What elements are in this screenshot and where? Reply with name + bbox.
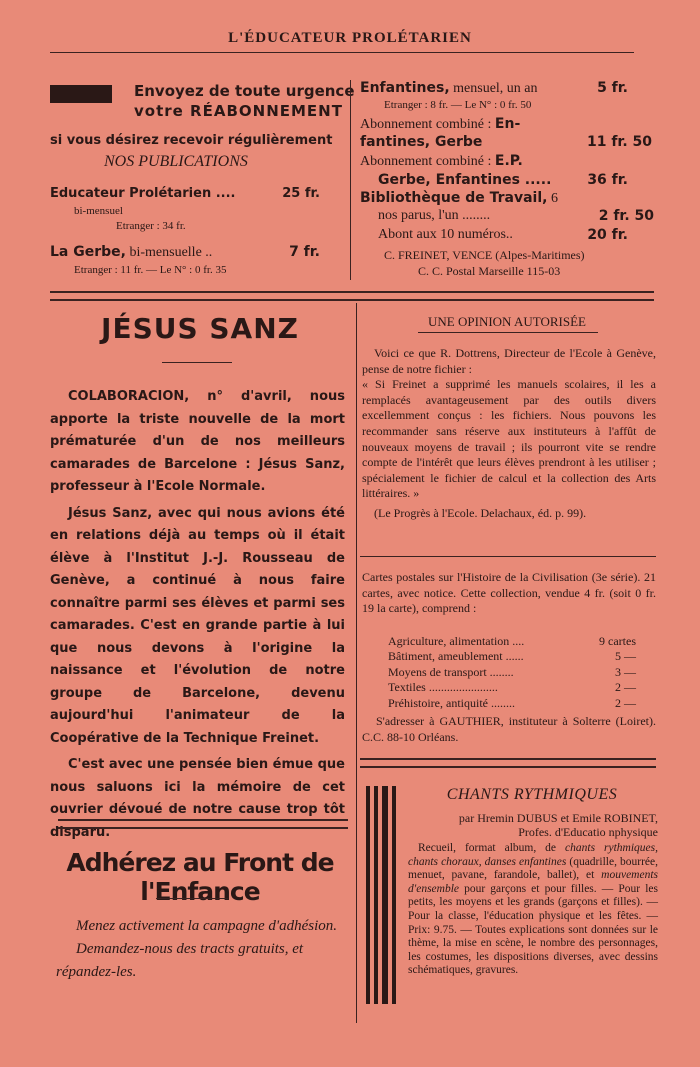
postcards-contact: S'adresser à GAUTHIER, instituteur à Solterre (Loiret). C.C. 88-10 Orléans. [362,714,656,744]
price-value: 5 fr. [597,80,628,96]
chants-authors-line: Profes. d'Educatio nphysique [518,825,658,839]
section-rule [360,556,656,557]
price-value: 20 fr. [587,227,628,243]
combined-subscription-1-price [360,134,652,150]
chants-body: Recueil, format album, de chants rythmiques, chants choraux, danses enfantines (quadrille, bourrée, menuet, pavane, farandole, ballet), et mouvements d'ensemble pour garçons et pour filles. — Pour les petits, les moyens et les grands (garçons et filles). — Pour la classe, l'éducation physique et les fêtes. — Prix: 9.75. — Toutes explications sont données sur le thème, la mise en scène, le nombre des personnages, les costumes, les dispositions diverses, avec dessins schématiques, gravures. [408,842,658,977]
price-label: La Gerbe, bi-mensuelle .. [50,244,213,260]
price-gerbe [50,244,320,261]
postcards-table [388,634,636,711]
chants-title: CHANTS RYTHMIQUES [446,786,618,803]
vertical-bars-ornament [366,786,398,1004]
front-paragraph: Demandez-nous des tracts gratuits, et répandez-les. [56,941,304,980]
obituary-title: JÉSUS SANZ [101,312,299,345]
renewal-desc: si vous désirez recevoir régulièrement [50,133,333,148]
opinion-quote: « Si Freinet a supprimé les manuels scolaires, il les a remplacés avantageusement par des outils divers excellemment conçus : les fichiers. Nous pouvons les recommander sans réserve aux instituteurs à l'affût de nouveaux moyens de travail ; ils pourront vite se rendre compte de l'intérêt que leurs élèves prendront à les utiliser ; spécialement le fichier de calcul et la collection des Arts littéraires. » [362,377,656,501]
publications-heading: NOS PUBLICATIONS [104,153,248,170]
front-enfance-title: Adhérez au Front de l'Enfance [66,848,334,906]
obituary-paragraph: COLABORACION, n° d'avril, nous apporte la triste nouvelle de la mort prématurée d'un de nos meilleurs camarades de Barcelone : Jésus Sanz, professeur à l'Ecole Normale. [50,389,345,494]
opinion-heading-underline [418,332,598,333]
front-paragraph: Menez activement la campagne d'adhésion. [76,918,338,934]
price-value: 7 fr. [289,244,320,260]
library-heading: Bibliothèque de Travail, 6 [360,190,558,206]
postcards-row: Préhistoire, antiquité ........ 2 — [388,695,636,710]
chants-authors [408,811,658,839]
postcards-row: Textiles ....................... 2 — [388,680,636,695]
opinion-intro: Voici ce que R. Dottrens, Directeur de l'Ecole à Genève, pense de notre fichier : [362,346,656,376]
price-label: Enfantines, mensuel, un an [360,80,538,96]
price-label: Educateur Prolétarien .... [50,186,236,201]
price-label: Gerbe, Enfantines ..... [378,172,552,188]
title-underline [156,898,228,899]
front-call-to-action [56,915,348,984]
black-bar-icon [50,85,112,103]
opinion-source: (Le Progrès à l'Ecole. Delachaux, éd. p. 99). [374,505,587,520]
library-issue-price [378,208,654,224]
price-enfantines [360,80,628,97]
opinion-body [362,346,656,522]
price-value: 2 fr. 50 [598,208,654,224]
column-divider [356,303,357,1023]
price-value: 25 fr. [282,186,320,201]
price-note: Etranger : 8 fr. — Le N° : 0 fr. 50 [384,99,532,111]
library-ten-issues-price [378,227,628,243]
postcards-intro: Cartes postales sur l'Histoire de la Civilisation (3e série). 21 cartes, avec notice. Cette collection, vendue 4 fr. (soit 0 fr. 19 la carte), comprend : [362,570,656,616]
obituary-body [50,386,345,844]
obituary-paragraph: C'est avec une pensée bien émue que nous saluons ici la mémoire de cet ouvrier dévoué de notre cause trop tôt disparu. [50,757,345,840]
combined-subscription-2: Abonnement combiné : E.P. [360,153,523,169]
postcards-row: Agriculture, alimentation .... 9 cartes [388,634,636,648]
opinion-heading: UNE OPINION AUTORISÉE [428,314,586,329]
section-divider [50,291,654,301]
combined-subscription-1: Abonnement combiné : En- [360,116,521,132]
top-column-divider [350,80,351,280]
renewal-urgent-line: Envoyez de toute urgence [134,82,355,100]
postal-account: C. C. Postal Marseille 115-03 [418,264,561,278]
renewal-heading: votre RÉABONNEMENT [134,102,343,120]
price-label: fantines, Gerbe [360,134,483,150]
running-header: L'ÉDUCATEUR PROLÉTARIEN [228,30,472,46]
section-divider [360,758,656,768]
combined-subscription-2-price [378,172,628,188]
price-value: 11 fr. 50 [586,134,652,150]
price-note: bi-mensuel [74,205,123,217]
obituary-paragraph: Jésus Sanz, avec qui nous avions été en relations déjà au temps où il était élève à l'Institut J.-J. Rousseau de Genève, a continué à nous faire connaître parmi ses élèves et parmi ses camarades. C'est en grande partie à lui que nous devons à l'origine la naissance et l'évolution de notre groupe de Barcelone, devenu aujourd'hui l'animateur de la Coopérative de la Technique Freinet. [50,505,345,746]
postcards-row: Bâtiment, ameublement ...... 5 — [388,649,636,664]
price-label: Abont aux 10 numéros.. [378,227,513,242]
price-value: 36 fr. [587,172,628,188]
postcards-row: Moyens de transport ........ 3 — [388,664,636,679]
price-note: Etranger : 34 fr. [116,220,186,232]
publisher-address: C. FREINET, VENCE (Alpes-Maritimes) [384,248,585,262]
price-note: Etranger : 11 fr. — Le N° : 0 fr. 35 [74,264,227,276]
header-rule [50,52,634,53]
chants-authors-line: par Hremin DUBUS et Emile ROBINET, [458,811,658,825]
price-educateur [50,186,320,201]
section-divider [58,819,348,829]
price-label: nos parus, l'un ........ [378,208,491,223]
title-underline [162,362,232,363]
